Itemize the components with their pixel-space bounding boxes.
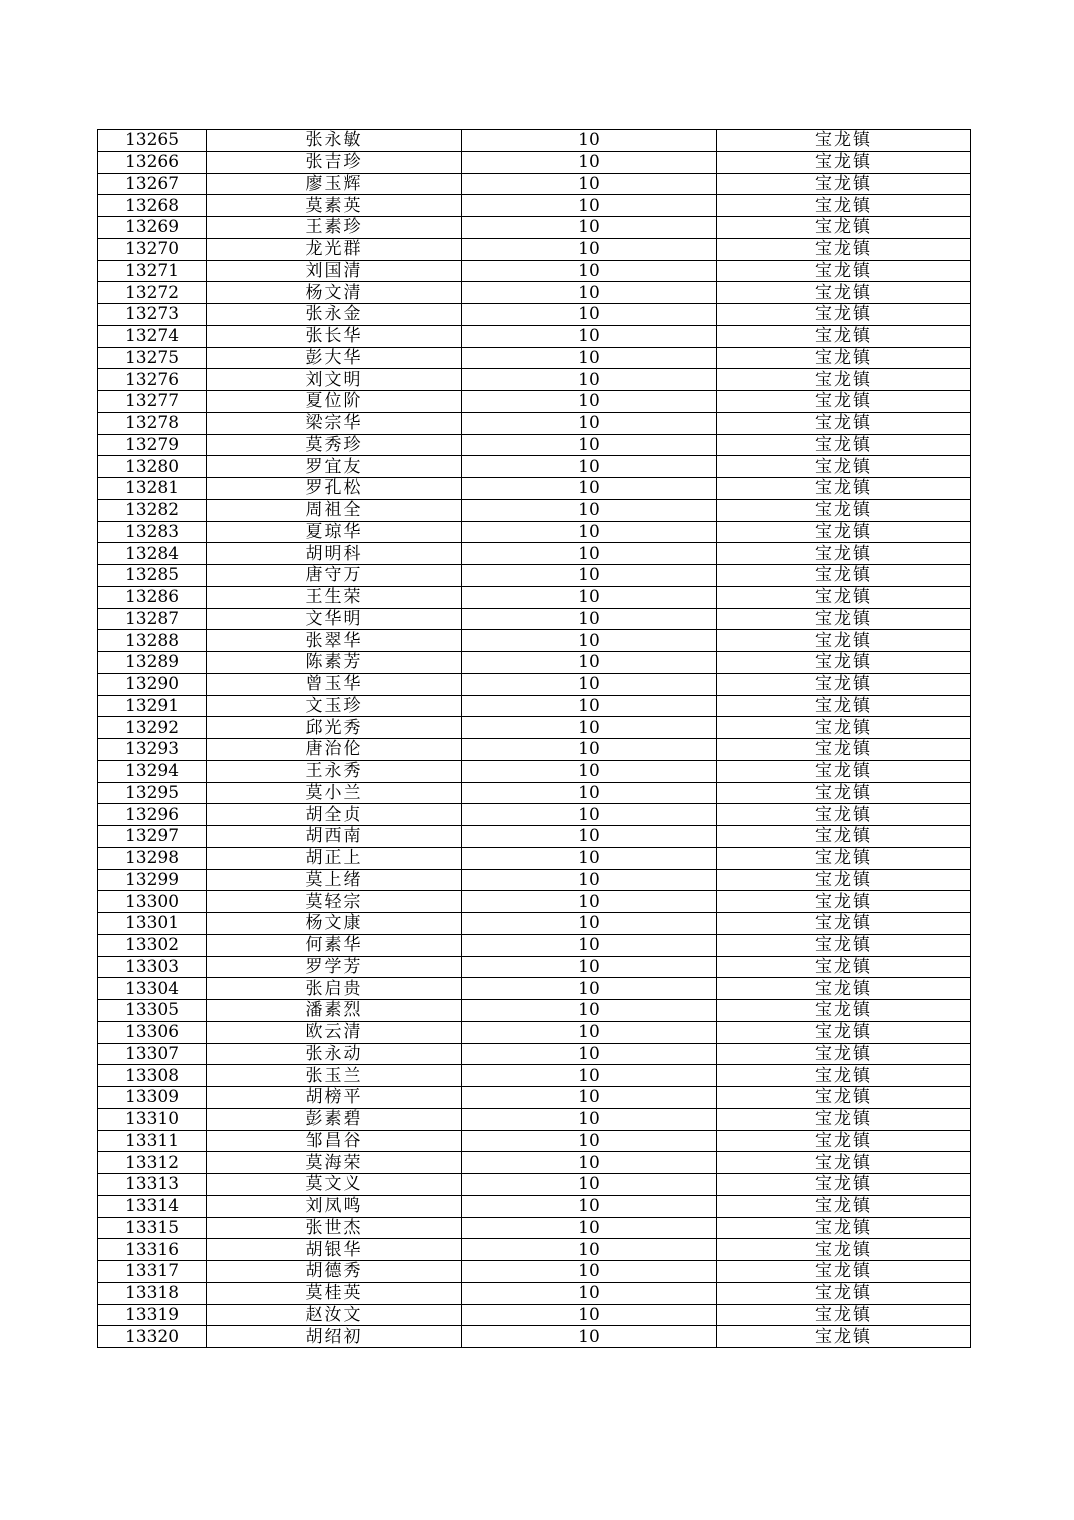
amount-cell: 10 bbox=[462, 173, 717, 195]
name-cell: 罗宜友 bbox=[207, 456, 462, 478]
name-cell: 王素珍 bbox=[207, 217, 462, 239]
amount-cell: 10 bbox=[462, 978, 717, 1000]
town-cell: 宝龙镇 bbox=[717, 673, 971, 695]
table-row bbox=[98, 195, 971, 217]
amount-cell: 10 bbox=[462, 456, 717, 478]
town-cell: 宝龙镇 bbox=[717, 391, 971, 413]
name-cell: 唐治伦 bbox=[207, 739, 462, 761]
row-number-cell: 13275 bbox=[98, 347, 207, 369]
name-cell: 胡全贞 bbox=[207, 804, 462, 826]
town-cell: 宝龙镇 bbox=[717, 1108, 971, 1130]
amount-cell: 10 bbox=[462, 1217, 717, 1239]
town-cell: 宝龙镇 bbox=[717, 630, 971, 652]
row-number-cell: 13272 bbox=[98, 282, 207, 304]
amount-cell: 10 bbox=[462, 739, 717, 761]
table-row bbox=[98, 739, 971, 761]
row-number-cell: 13317 bbox=[98, 1261, 207, 1283]
name-cell: 刘凤鸣 bbox=[207, 1195, 462, 1217]
town-cell: 宝龙镇 bbox=[717, 434, 971, 456]
amount-cell: 10 bbox=[462, 760, 717, 782]
town-cell: 宝龙镇 bbox=[717, 913, 971, 935]
town-cell: 宝龙镇 bbox=[717, 1065, 971, 1087]
town-cell: 宝龙镇 bbox=[717, 238, 971, 260]
town-cell: 宝龙镇 bbox=[717, 956, 971, 978]
town-cell: 宝龙镇 bbox=[717, 760, 971, 782]
town-cell: 宝龙镇 bbox=[717, 369, 971, 391]
row-number-cell: 13293 bbox=[98, 739, 207, 761]
table-row bbox=[98, 499, 971, 521]
name-cell: 何素华 bbox=[207, 934, 462, 956]
amount-cell: 10 bbox=[462, 195, 717, 217]
table-row bbox=[98, 1021, 971, 1043]
table-row bbox=[98, 695, 971, 717]
table-row bbox=[98, 782, 971, 804]
amount-cell: 10 bbox=[462, 1282, 717, 1304]
amount-cell: 10 bbox=[462, 1152, 717, 1174]
town-cell: 宝龙镇 bbox=[717, 543, 971, 565]
name-cell: 莫秀珍 bbox=[207, 434, 462, 456]
row-number-cell: 13291 bbox=[98, 695, 207, 717]
row-number-cell: 13313 bbox=[98, 1174, 207, 1196]
row-number-cell: 13304 bbox=[98, 978, 207, 1000]
town-cell: 宝龙镇 bbox=[717, 130, 971, 152]
town-cell: 宝龙镇 bbox=[717, 608, 971, 630]
row-number-cell: 13281 bbox=[98, 478, 207, 500]
amount-cell: 10 bbox=[462, 1174, 717, 1196]
row-number-cell: 13271 bbox=[98, 260, 207, 282]
row-number-cell: 13292 bbox=[98, 717, 207, 739]
row-number-cell: 13289 bbox=[98, 652, 207, 674]
row-number-cell: 13309 bbox=[98, 1087, 207, 1109]
town-cell: 宝龙镇 bbox=[717, 847, 971, 869]
amount-cell: 10 bbox=[462, 1065, 717, 1087]
table-row bbox=[98, 869, 971, 891]
table-row bbox=[98, 847, 971, 869]
name-cell: 刘文明 bbox=[207, 369, 462, 391]
amount-cell: 10 bbox=[462, 1043, 717, 1065]
table-body bbox=[98, 130, 971, 1348]
name-cell: 曾玉华 bbox=[207, 673, 462, 695]
name-cell: 莫小兰 bbox=[207, 782, 462, 804]
amount-cell: 10 bbox=[462, 891, 717, 913]
row-number-cell: 13316 bbox=[98, 1239, 207, 1261]
amount-cell: 10 bbox=[462, 238, 717, 260]
town-cell: 宝龙镇 bbox=[717, 1152, 971, 1174]
table-row bbox=[98, 608, 971, 630]
name-cell: 夏琼华 bbox=[207, 521, 462, 543]
table-row bbox=[98, 717, 971, 739]
table-row bbox=[98, 130, 971, 152]
row-number-cell: 13296 bbox=[98, 804, 207, 826]
table-row bbox=[98, 151, 971, 173]
table-row bbox=[98, 586, 971, 608]
name-cell: 罗孔松 bbox=[207, 478, 462, 500]
row-number-cell: 13308 bbox=[98, 1065, 207, 1087]
name-cell: 梁宗华 bbox=[207, 412, 462, 434]
name-cell: 廖玉辉 bbox=[207, 173, 462, 195]
name-cell: 张永敏 bbox=[207, 130, 462, 152]
amount-cell: 10 bbox=[462, 1326, 717, 1348]
name-cell: 彭素碧 bbox=[207, 1108, 462, 1130]
row-number-cell: 13276 bbox=[98, 369, 207, 391]
town-cell: 宝龙镇 bbox=[717, 782, 971, 804]
data-table bbox=[97, 129, 971, 1348]
town-cell: 宝龙镇 bbox=[717, 978, 971, 1000]
town-cell: 宝龙镇 bbox=[717, 586, 971, 608]
town-cell: 宝龙镇 bbox=[717, 1043, 971, 1065]
table-row bbox=[98, 891, 971, 913]
table-row bbox=[98, 934, 971, 956]
table-row bbox=[98, 369, 971, 391]
amount-cell: 10 bbox=[462, 499, 717, 521]
row-number-cell: 13297 bbox=[98, 826, 207, 848]
row-number-cell: 13280 bbox=[98, 456, 207, 478]
amount-cell: 10 bbox=[462, 543, 717, 565]
town-cell: 宝龙镇 bbox=[717, 173, 971, 195]
amount-cell: 10 bbox=[462, 1087, 717, 1109]
table-row bbox=[98, 456, 971, 478]
town-cell: 宝龙镇 bbox=[717, 869, 971, 891]
table-row bbox=[98, 1065, 971, 1087]
row-number-cell: 13265 bbox=[98, 130, 207, 152]
name-cell: 胡德秀 bbox=[207, 1261, 462, 1283]
town-cell: 宝龙镇 bbox=[717, 1000, 971, 1022]
table-row bbox=[98, 173, 971, 195]
amount-cell: 10 bbox=[462, 869, 717, 891]
amount-cell: 10 bbox=[462, 304, 717, 326]
table-row bbox=[98, 956, 971, 978]
row-number-cell: 13278 bbox=[98, 412, 207, 434]
table-row bbox=[98, 565, 971, 587]
town-cell: 宝龙镇 bbox=[717, 739, 971, 761]
table-row bbox=[98, 913, 971, 935]
town-cell: 宝龙镇 bbox=[717, 151, 971, 173]
town-cell: 宝龙镇 bbox=[717, 1021, 971, 1043]
amount-cell: 10 bbox=[462, 586, 717, 608]
row-number-cell: 13282 bbox=[98, 499, 207, 521]
row-number-cell: 13310 bbox=[98, 1108, 207, 1130]
amount-cell: 10 bbox=[462, 673, 717, 695]
table-row bbox=[98, 521, 971, 543]
amount-cell: 10 bbox=[462, 934, 717, 956]
row-number-cell: 13285 bbox=[98, 565, 207, 587]
name-cell: 邱光秀 bbox=[207, 717, 462, 739]
table-row bbox=[98, 1130, 971, 1152]
name-cell: 夏位阶 bbox=[207, 391, 462, 413]
amount-cell: 10 bbox=[462, 913, 717, 935]
name-cell: 龙光群 bbox=[207, 238, 462, 260]
name-cell: 张永动 bbox=[207, 1043, 462, 1065]
amount-cell: 10 bbox=[462, 1021, 717, 1043]
amount-cell: 10 bbox=[462, 1239, 717, 1261]
table-row bbox=[98, 478, 971, 500]
name-cell: 胡明科 bbox=[207, 543, 462, 565]
row-number-cell: 13318 bbox=[98, 1282, 207, 1304]
amount-cell: 10 bbox=[462, 434, 717, 456]
table-row bbox=[98, 238, 971, 260]
row-number-cell: 13294 bbox=[98, 760, 207, 782]
name-cell: 胡正上 bbox=[207, 847, 462, 869]
amount-cell: 10 bbox=[462, 151, 717, 173]
town-cell: 宝龙镇 bbox=[717, 521, 971, 543]
amount-cell: 10 bbox=[462, 260, 717, 282]
table-row bbox=[98, 543, 971, 565]
amount-cell: 10 bbox=[462, 1108, 717, 1130]
name-cell: 胡榜平 bbox=[207, 1087, 462, 1109]
table-row bbox=[98, 673, 971, 695]
name-cell: 杨文清 bbox=[207, 282, 462, 304]
table-row bbox=[98, 1282, 971, 1304]
town-cell: 宝龙镇 bbox=[717, 1087, 971, 1109]
name-cell: 刘国清 bbox=[207, 260, 462, 282]
row-number-cell: 13315 bbox=[98, 1217, 207, 1239]
row-number-cell: 13267 bbox=[98, 173, 207, 195]
row-number-cell: 13311 bbox=[98, 1130, 207, 1152]
name-cell: 张启贵 bbox=[207, 978, 462, 1000]
row-number-cell: 13300 bbox=[98, 891, 207, 913]
table-row bbox=[98, 1261, 971, 1283]
row-number-cell: 13305 bbox=[98, 1000, 207, 1022]
town-cell: 宝龙镇 bbox=[717, 891, 971, 913]
amount-cell: 10 bbox=[462, 804, 717, 826]
name-cell: 周祖全 bbox=[207, 499, 462, 521]
row-number-cell: 13301 bbox=[98, 913, 207, 935]
table-row bbox=[98, 652, 971, 674]
name-cell: 赵汝文 bbox=[207, 1304, 462, 1326]
town-cell: 宝龙镇 bbox=[717, 717, 971, 739]
row-number-cell: 13283 bbox=[98, 521, 207, 543]
amount-cell: 10 bbox=[462, 1304, 717, 1326]
row-number-cell: 13277 bbox=[98, 391, 207, 413]
row-number-cell: 13312 bbox=[98, 1152, 207, 1174]
amount-cell: 10 bbox=[462, 782, 717, 804]
town-cell: 宝龙镇 bbox=[717, 217, 971, 239]
amount-cell: 10 bbox=[462, 695, 717, 717]
row-number-cell: 13279 bbox=[98, 434, 207, 456]
name-cell: 欧云清 bbox=[207, 1021, 462, 1043]
amount-cell: 10 bbox=[462, 565, 717, 587]
town-cell: 宝龙镇 bbox=[717, 282, 971, 304]
table-row bbox=[98, 1108, 971, 1130]
name-cell: 罗学芳 bbox=[207, 956, 462, 978]
table-row bbox=[98, 804, 971, 826]
table-row bbox=[98, 325, 971, 347]
amount-cell: 10 bbox=[462, 521, 717, 543]
name-cell: 潘素烈 bbox=[207, 1000, 462, 1022]
name-cell: 莫桂英 bbox=[207, 1282, 462, 1304]
row-number-cell: 13273 bbox=[98, 304, 207, 326]
row-number-cell: 13284 bbox=[98, 543, 207, 565]
table-row bbox=[98, 1174, 971, 1196]
town-cell: 宝龙镇 bbox=[717, 934, 971, 956]
town-cell: 宝龙镇 bbox=[717, 1326, 971, 1348]
name-cell: 文华明 bbox=[207, 608, 462, 630]
table-row bbox=[98, 260, 971, 282]
row-number-cell: 13295 bbox=[98, 782, 207, 804]
name-cell: 胡银华 bbox=[207, 1239, 462, 1261]
table-row bbox=[98, 391, 971, 413]
name-cell: 邹昌谷 bbox=[207, 1130, 462, 1152]
name-cell: 张吉珍 bbox=[207, 151, 462, 173]
row-number-cell: 13290 bbox=[98, 673, 207, 695]
amount-cell: 10 bbox=[462, 826, 717, 848]
name-cell: 胡绍初 bbox=[207, 1326, 462, 1348]
name-cell: 莫素英 bbox=[207, 195, 462, 217]
row-number-cell: 13270 bbox=[98, 238, 207, 260]
town-cell: 宝龙镇 bbox=[717, 347, 971, 369]
amount-cell: 10 bbox=[462, 1000, 717, 1022]
table-row bbox=[98, 1217, 971, 1239]
amount-cell: 10 bbox=[462, 1195, 717, 1217]
table-row bbox=[98, 412, 971, 434]
row-number-cell: 13268 bbox=[98, 195, 207, 217]
table-row bbox=[98, 1326, 971, 1348]
amount-cell: 10 bbox=[462, 369, 717, 391]
table-row bbox=[98, 347, 971, 369]
town-cell: 宝龙镇 bbox=[717, 478, 971, 500]
town-cell: 宝龙镇 bbox=[717, 499, 971, 521]
amount-cell: 10 bbox=[462, 956, 717, 978]
table-row bbox=[98, 1304, 971, 1326]
row-number-cell: 13303 bbox=[98, 956, 207, 978]
row-number-cell: 13269 bbox=[98, 217, 207, 239]
row-number-cell: 13320 bbox=[98, 1326, 207, 1348]
table-row bbox=[98, 304, 971, 326]
town-cell: 宝龙镇 bbox=[717, 1239, 971, 1261]
town-cell: 宝龙镇 bbox=[717, 195, 971, 217]
row-number-cell: 13306 bbox=[98, 1021, 207, 1043]
row-number-cell: 13288 bbox=[98, 630, 207, 652]
town-cell: 宝龙镇 bbox=[717, 1195, 971, 1217]
name-cell: 张永金 bbox=[207, 304, 462, 326]
town-cell: 宝龙镇 bbox=[717, 652, 971, 674]
town-cell: 宝龙镇 bbox=[717, 695, 971, 717]
name-cell: 文玉珍 bbox=[207, 695, 462, 717]
table-row bbox=[98, 630, 971, 652]
town-cell: 宝龙镇 bbox=[717, 260, 971, 282]
town-cell: 宝龙镇 bbox=[717, 1261, 971, 1283]
amount-cell: 10 bbox=[462, 652, 717, 674]
name-cell: 莫海荣 bbox=[207, 1152, 462, 1174]
name-cell: 张世杰 bbox=[207, 1217, 462, 1239]
row-number-cell: 13299 bbox=[98, 869, 207, 891]
name-cell: 陈素芳 bbox=[207, 652, 462, 674]
name-cell: 唐守万 bbox=[207, 565, 462, 587]
table-row bbox=[98, 826, 971, 848]
town-cell: 宝龙镇 bbox=[717, 1130, 971, 1152]
town-cell: 宝龙镇 bbox=[717, 304, 971, 326]
row-number-cell: 13298 bbox=[98, 847, 207, 869]
town-cell: 宝龙镇 bbox=[717, 1174, 971, 1196]
town-cell: 宝龙镇 bbox=[717, 1217, 971, 1239]
name-cell: 张玉兰 bbox=[207, 1065, 462, 1087]
amount-cell: 10 bbox=[462, 478, 717, 500]
table-row bbox=[98, 282, 971, 304]
amount-cell: 10 bbox=[462, 325, 717, 347]
table-row bbox=[98, 1000, 971, 1022]
amount-cell: 10 bbox=[462, 391, 717, 413]
town-cell: 宝龙镇 bbox=[717, 412, 971, 434]
name-cell: 胡西南 bbox=[207, 826, 462, 848]
name-cell: 彭大华 bbox=[207, 347, 462, 369]
amount-cell: 10 bbox=[462, 347, 717, 369]
name-cell: 莫轻宗 bbox=[207, 891, 462, 913]
amount-cell: 10 bbox=[462, 630, 717, 652]
amount-cell: 10 bbox=[462, 130, 717, 152]
town-cell: 宝龙镇 bbox=[717, 1304, 971, 1326]
town-cell: 宝龙镇 bbox=[717, 456, 971, 478]
table-row bbox=[98, 217, 971, 239]
table-row bbox=[98, 760, 971, 782]
town-cell: 宝龙镇 bbox=[717, 804, 971, 826]
amount-cell: 10 bbox=[462, 1261, 717, 1283]
amount-cell: 10 bbox=[462, 282, 717, 304]
town-cell: 宝龙镇 bbox=[717, 826, 971, 848]
table-row bbox=[98, 1087, 971, 1109]
name-cell: 张长华 bbox=[207, 325, 462, 347]
town-cell: 宝龙镇 bbox=[717, 1282, 971, 1304]
town-cell: 宝龙镇 bbox=[717, 565, 971, 587]
row-number-cell: 13266 bbox=[98, 151, 207, 173]
table-row bbox=[98, 1239, 971, 1261]
row-number-cell: 13302 bbox=[98, 934, 207, 956]
table-row bbox=[98, 434, 971, 456]
name-cell: 王永秀 bbox=[207, 760, 462, 782]
row-number-cell: 13319 bbox=[98, 1304, 207, 1326]
table-row bbox=[98, 1152, 971, 1174]
row-number-cell: 13286 bbox=[98, 586, 207, 608]
name-cell: 张翠华 bbox=[207, 630, 462, 652]
town-cell: 宝龙镇 bbox=[717, 325, 971, 347]
amount-cell: 10 bbox=[462, 217, 717, 239]
row-number-cell: 13314 bbox=[98, 1195, 207, 1217]
amount-cell: 10 bbox=[462, 717, 717, 739]
table-row bbox=[98, 1195, 971, 1217]
row-number-cell: 13307 bbox=[98, 1043, 207, 1065]
name-cell: 莫上绪 bbox=[207, 869, 462, 891]
amount-cell: 10 bbox=[462, 608, 717, 630]
name-cell: 杨文康 bbox=[207, 913, 462, 935]
amount-cell: 10 bbox=[462, 412, 717, 434]
row-number-cell: 13287 bbox=[98, 608, 207, 630]
amount-cell: 10 bbox=[462, 1130, 717, 1152]
row-number-cell: 13274 bbox=[98, 325, 207, 347]
name-cell: 王生荣 bbox=[207, 586, 462, 608]
name-cell: 莫文义 bbox=[207, 1174, 462, 1196]
amount-cell: 10 bbox=[462, 847, 717, 869]
table-row bbox=[98, 978, 971, 1000]
table-row bbox=[98, 1043, 971, 1065]
